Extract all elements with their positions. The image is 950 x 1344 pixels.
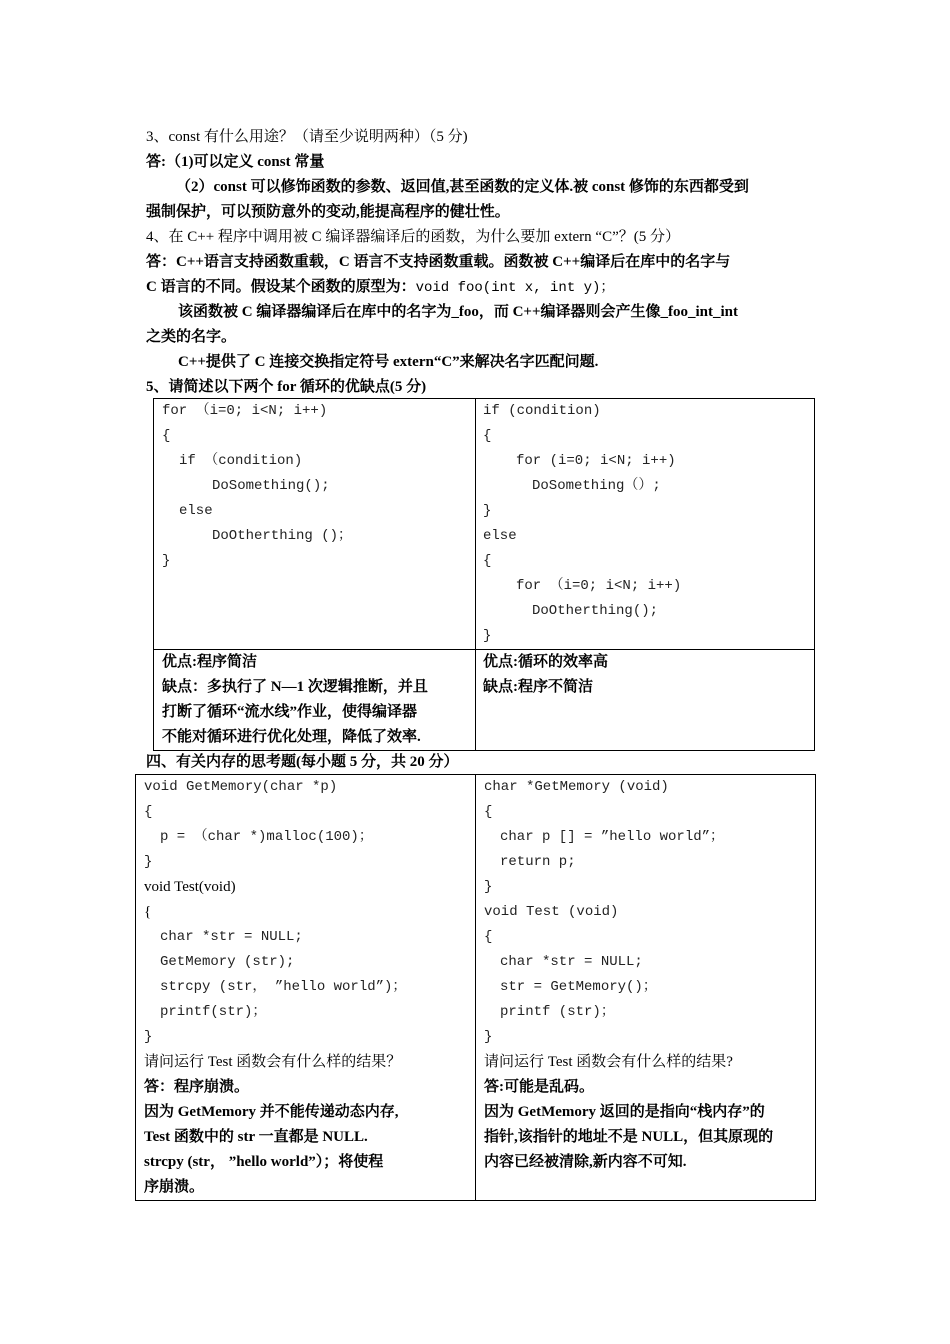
q5-eval-row <box>154 650 815 751</box>
code-line: } <box>144 1029 153 1045</box>
code-line: p = （char *)malloc(100)； <box>160 829 373 845</box>
code-line: } <box>483 628 492 644</box>
q3-answer-2b: 强制保护，可以预防意外的变动,能提高程序的健壮性。 <box>146 204 510 220</box>
q4-question: 4、在 C++ 程序中调用被 C 编译器编译后的函数，为什么要加 extern “C”？(5 分） <box>146 229 680 245</box>
eval-line: 打断了循环“流水线”作业，使得编译器 <box>162 704 418 720</box>
section4-heading: 四、有关内存的思考题(每小题 5 分，共 20 分） <box>146 754 459 770</box>
code-line: else <box>483 528 517 544</box>
answer-line: Test 函数中的 str 一直都是 NULL. <box>144 1129 368 1145</box>
code-line: DoOtherthing ()； <box>212 528 353 544</box>
code-line: DoSomething(); <box>212 478 330 494</box>
code-line: str = GetMemory()； <box>500 979 657 995</box>
code-line: if （condition) <box>179 453 303 469</box>
q4-answer-2b: 之类的名字。 <box>146 329 237 345</box>
code-line: } <box>483 503 492 519</box>
q5-code-row <box>154 399 815 650</box>
q5-right-eval-cell <box>476 650 815 751</box>
code-line: { <box>144 804 153 820</box>
code-line: { <box>483 553 492 569</box>
code-line: { <box>484 804 493 820</box>
q4-prototype-code: void foo(int x, int y)； <box>415 280 615 296</box>
code-line: { <box>162 428 171 444</box>
eval-line: 优点:循环的效率高 <box>483 654 608 670</box>
q4-answer-2a: 该函数被 C 编译器编译后在库中的名字为_foo，而 C++编译器则会产生像_foo_int_int <box>178 304 739 320</box>
q5-left-code-cell <box>154 399 476 650</box>
answer-line: 序崩溃。 <box>144 1179 205 1195</box>
q4-answer-1b <box>146 275 614 300</box>
answer-line: 内容已经被清除,新内容不可知. <box>484 1154 687 1170</box>
code-line: } <box>162 553 171 569</box>
code-line: { <box>483 428 492 444</box>
code-line: return p; <box>500 854 576 870</box>
code-line: void Test (void) <box>484 904 619 920</box>
eval-line: 不能对循环进行优化处理，降低了效率. <box>162 729 421 745</box>
q4-answer-1b-text: C 语言的不同。假设某个函数的原型为： <box>146 279 416 295</box>
code-line: for (i=0; i<N; i++) <box>516 453 676 469</box>
test-open-brace: { <box>144 904 152 920</box>
code-line: printf(str)； <box>160 1004 267 1020</box>
q4-answer-3: C++提供了 C 连接交换指定符号 extern“C”来解决名字匹配问题. <box>178 354 599 370</box>
test-signature: void Test(void) <box>144 879 236 895</box>
code-line: void GetMemory(char *p) <box>144 779 338 795</box>
section4-left-cell <box>136 775 476 1201</box>
q3-answer-1: 答:（1)可以定义 const 常量 <box>146 154 325 170</box>
code-line: else <box>179 503 213 519</box>
code-line: char p [] = ”hello world”； <box>500 829 725 845</box>
code-line: DoOtherthing(); <box>532 603 659 619</box>
code-line: printf (str)； <box>500 1004 615 1020</box>
answer-line: 指针,该指针的地址不是 NULL，但其原现的 <box>484 1129 774 1145</box>
code-line: GetMemory (str); <box>160 954 295 970</box>
code-line: } <box>144 854 153 870</box>
q5-table <box>153 398 815 751</box>
answer-line: 答：程序崩溃。 <box>144 1079 250 1095</box>
code-line: char *str = NULL; <box>160 929 303 945</box>
code-line: DoSomething（）; <box>532 478 661 494</box>
q5-question: 5、请简述以下两个 for 循环的优缺点(5 分) <box>146 379 427 395</box>
code-line: } <box>484 1029 493 1045</box>
eval-line: 缺点:程序不简洁 <box>483 679 593 695</box>
right-question: 请问运行 Test 函数会有什么样的结果? <box>484 1054 733 1070</box>
q3-question: 3、const 有什么用途？（请至少说明两种）（5 分) <box>146 129 468 145</box>
eval-line: 优点:程序简洁 <box>162 654 257 670</box>
left-question: 请问运行 Test 函数会有什么样的结果？ <box>144 1054 402 1070</box>
code-line: strcpy (str， ”hello world”)； <box>160 979 407 995</box>
eval-line: 缺点：多执行了 N—1 次逻辑推断，并且 <box>162 679 428 695</box>
code-line: for （i=0; i<N; i++) <box>162 403 328 419</box>
q4-answer-1a: 答：C++语言支持函数重载，C 语言不支持函数重载。函数被 C++编译后在库中的名字与 <box>146 254 731 270</box>
code-line: if (condition) <box>483 403 601 419</box>
section4-right-cell <box>476 775 816 1201</box>
code-line: for （i=0; i<N; i++) <box>516 578 682 594</box>
q5-left-eval-cell <box>154 650 476 751</box>
answer-line: 因为 GetMemory 返回的是指向“栈内存”的 <box>484 1104 765 1120</box>
code-line: } <box>484 879 493 895</box>
answer-line: 因为 GetMemory 并不能传递动态内存, <box>144 1104 399 1120</box>
answer-line: 答:可能是乱码。 <box>484 1079 594 1095</box>
q3-answer-2a: （2）const 可以修饰函数的参数、返回值,甚至函数的定义体.被 const 修饰的东西都受到 <box>176 179 749 195</box>
code-line: { <box>484 929 493 945</box>
section4-table <box>135 774 816 1201</box>
code-line: char *GetMemory (void) <box>484 779 669 795</box>
q5-right-code-cell <box>476 399 815 650</box>
answer-line: strcpy (str， ”hello world”）；将使程 <box>144 1154 384 1170</box>
code-line: char *str = NULL; <box>500 954 643 970</box>
